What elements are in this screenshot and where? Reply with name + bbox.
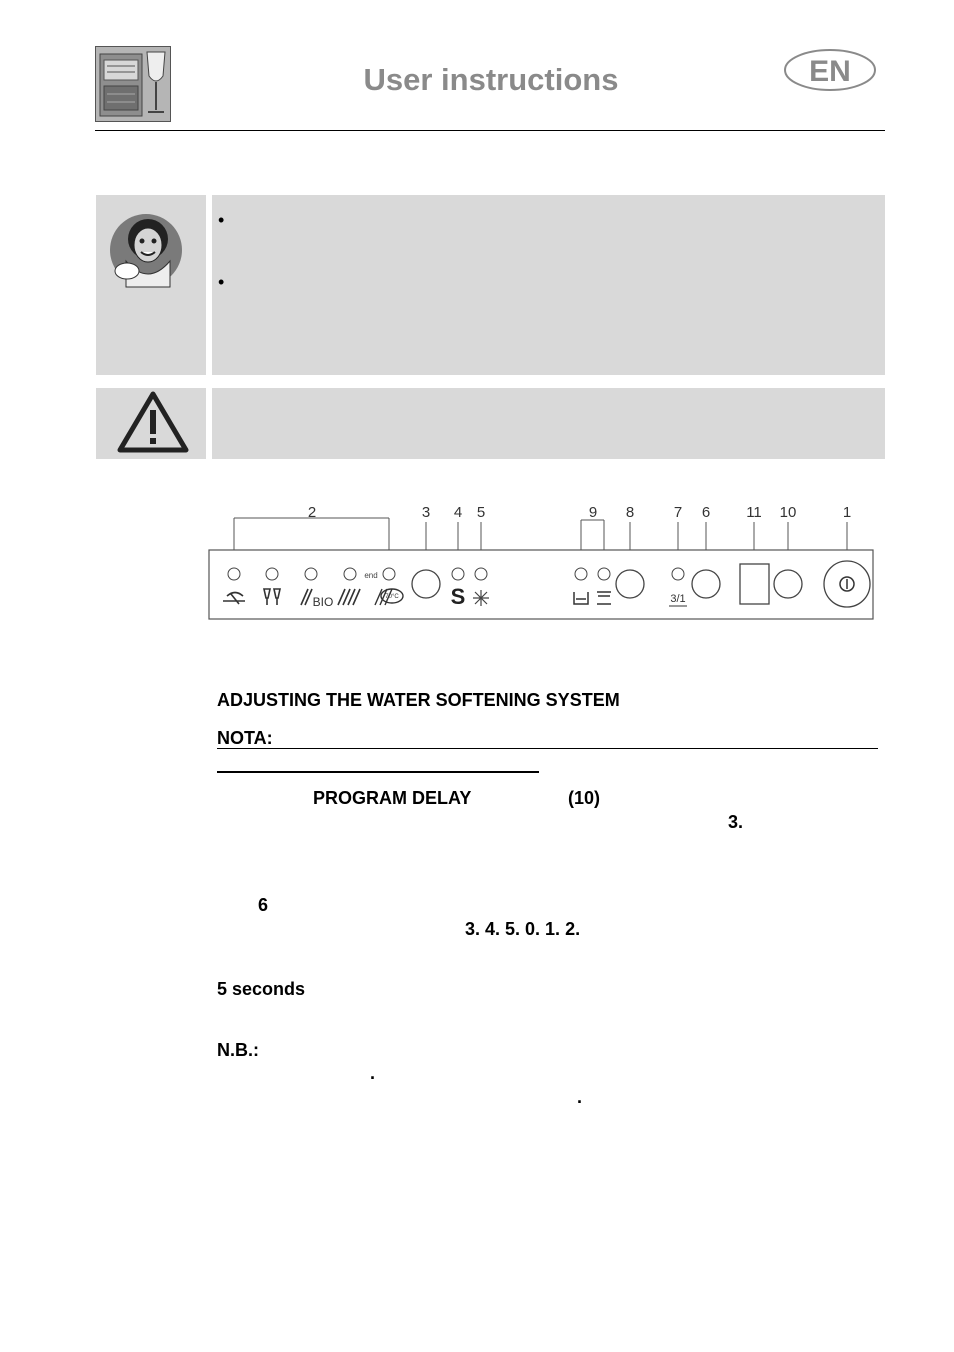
led-number: 6 <box>258 895 269 915</box>
svg-text:EN: EN <box>809 55 851 88</box>
nota-underline <box>217 748 878 749</box>
svg-text:BIO: BIO <box>312 595 334 609</box>
callout-2: 2 <box>307 504 317 521</box>
svg-text:end: end <box>364 571 378 580</box>
subheading-underline <box>217 771 539 773</box>
header-divider <box>95 130 885 131</box>
section-heading: ADJUSTING THE WATER SOFTENING SYSTEM <box>217 690 620 710</box>
warning-box-icon-cell <box>96 388 206 459</box>
info-box-icon-cell <box>96 195 206 375</box>
salt-s-icon: S <box>450 584 466 609</box>
assistant-woman-icon <box>96 195 206 375</box>
callout-10: 10 <box>779 504 797 521</box>
button-reference: (10) <box>568 788 601 808</box>
warning-box-body <box>212 388 885 459</box>
svg-text:70°C: 70°C <box>385 594 399 600</box>
callout-11: 11 <box>746 504 762 521</box>
callout-3: 3 <box>421 504 431 521</box>
callout-4: 4 <box>453 504 463 521</box>
info-box-body <box>212 195 885 375</box>
level-sequence: 3. 4. 5. 0. 1. 2. <box>465 919 581 939</box>
warning-triangle-icon <box>96 388 206 459</box>
info-bullet: • <box>218 272 225 292</box>
svg-text:3/1: 3/1 <box>670 593 686 605</box>
language-badge <box>783 48 877 92</box>
factory-level-value: 3. <box>728 812 744 832</box>
nb-label: N.B.: <box>217 1040 259 1060</box>
page-title: User instructions <box>363 62 619 97</box>
program-delay-label: PROGRAM DELAY <box>313 788 472 808</box>
callout-7: 7 <box>673 504 683 521</box>
seconds-text: 5 seconds <box>217 979 306 999</box>
rinse-aid-sparkle-icon <box>473 590 489 606</box>
nota-label: NOTA: <box>217 728 273 748</box>
control-panel-diagram <box>205 498 879 624</box>
callout-1: 1 <box>842 504 852 521</box>
callout-6: 6 <box>701 504 711 521</box>
info-bullet: • <box>218 210 225 230</box>
sentence-end-dot: . <box>577 1087 583 1107</box>
callout-9: 9 <box>588 504 598 521</box>
callout-8: 8 <box>625 504 635 521</box>
sentence-end-dot: . <box>370 1063 376 1083</box>
callout-5: 5 <box>476 504 486 521</box>
